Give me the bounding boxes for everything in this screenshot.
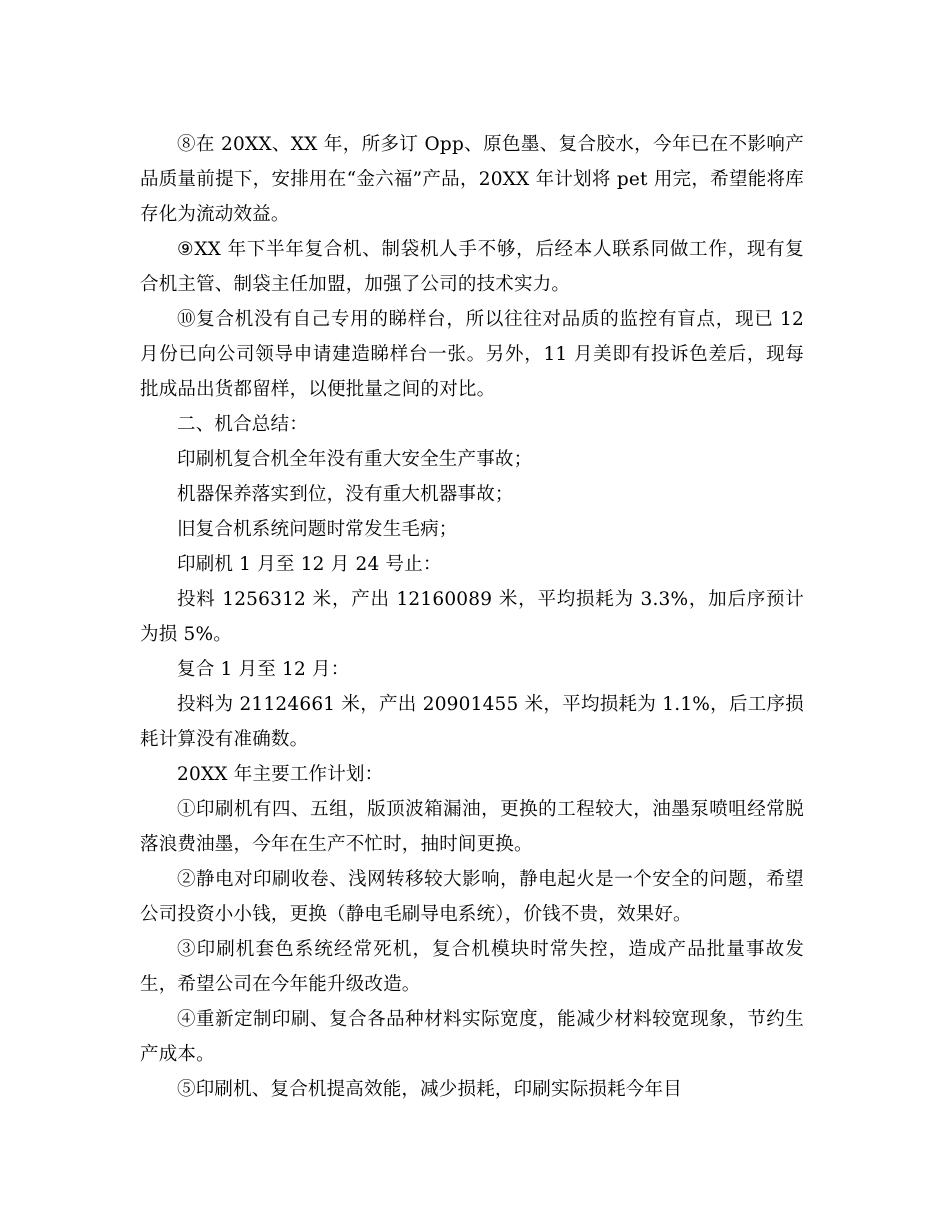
summary-line-old-laminator: 旧复合机系统问题时常发生毛病； <box>177 519 458 540</box>
paragraph-item-9-staffing: ⑨XX 年下半年复合机、制袋机人手不够，后经本人联系同做工作，现有复合机主管、制袋主任加盟，加强了公司的技术实力。 <box>140 239 804 295</box>
printing-statistics: 投料 1256312 米，产出 12160089 米，平均损耗为 3.3%，加后序预计为损 5%。 <box>140 589 804 645</box>
plan-item-2: ②静电对印刷收卷、浅网转移较大影响，静电起火是一个安全的问题，希望公司投资小小钱，更换（静电毛刷导电系统），价钱不贵，效果好。 <box>140 869 804 925</box>
section-heading-work-plan: 20XX 年主要工作计划： <box>177 764 384 785</box>
plan-item-4: ④重新定制印刷、复合各品种材料实际宽度，能减少材料较宽现象，节约生产成本。 <box>140 1009 804 1065</box>
summary-line-maintenance: 机器保养落实到位，没有重大机器事故； <box>177 484 514 505</box>
plan-item-5: ⑤印刷机、复合机提高效能，减少损耗，印刷实际损耗今年目 <box>177 1079 682 1100</box>
laminating-statistics: 投料为 21124661 米，产出 20901455 米，平均损耗为 1.1%，后工序损耗计算没有准确数。 <box>140 694 804 750</box>
laminating-period-label: 复合 1 月至 12 月： <box>177 659 350 680</box>
plan-item-3: ③印刷机套色系统经常死机，复合机模块时常失控，造成产品批量事故发生，希望公司在今年能升级改造。 <box>140 939 804 995</box>
document-body <box>140 127 804 1107</box>
paragraph-item-8-stock: ⑧在 20XX、XX 年，所多订 Opp、原色墨、复合胶水，今年已在不影响产品质量前提下，安排用在“金六福”产品，20XX 年计划将 pet 用完，希望能将库存化为流动效益。 <box>140 134 804 225</box>
summary-line-safety: 印刷机复合机全年没有重大安全生产事故； <box>177 449 533 470</box>
section-heading-summary: 二、机合总结： <box>177 414 308 435</box>
plan-item-1: ①印刷机有四、五组，版顶波箱漏油，更换的工程较大，油墨泵喷咀经常脱落浪费油墨，今年在生产不忙时，抽时间更换。 <box>140 799 804 855</box>
printing-period-label: 印刷机 1 月至 12 月 24 号止： <box>177 554 442 575</box>
paragraph-item-10-inspection-table: ⑩复合机没有自己专用的睇样台，所以往往对品质的监控有盲点，现已 12 月份已向公司领导申请建造睇样台一张。另外，11 月美即有投诉色差后，现每批成品出货都留样，以便批量之间的对比。 <box>140 309 804 400</box>
